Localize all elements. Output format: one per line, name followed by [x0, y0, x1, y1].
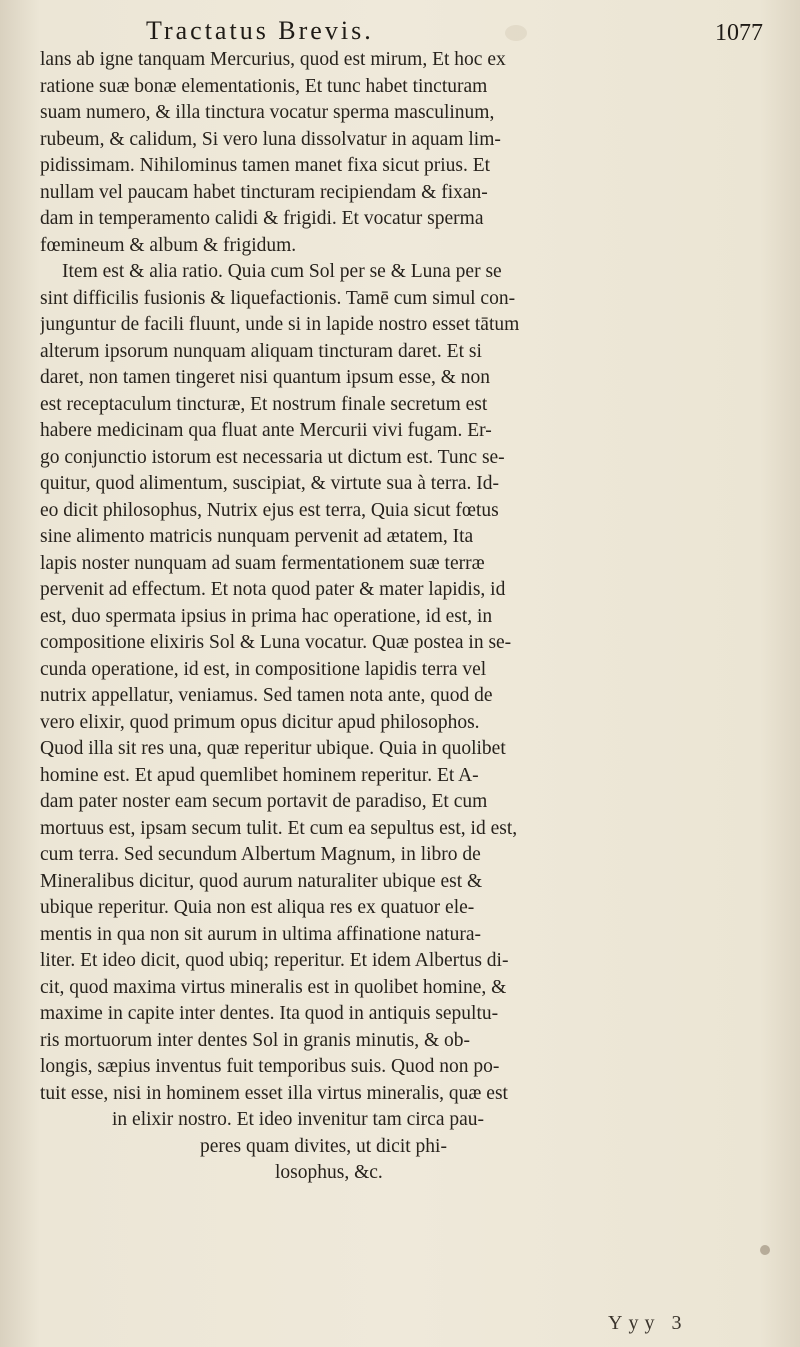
text-line: longis, sæpius inventus fuit temporibus suis. Quod non po-	[40, 1056, 500, 1077]
text-line: dam in temperamento calidi & frigidi. Et vocatur sperma	[40, 208, 484, 229]
text-line: go conjunctio istorum est necessaria ut dictum est. Tunc se-	[40, 446, 505, 468]
text-line: habere medicinam qua fluat ante Mercurii vivi fugam. Er-	[40, 420, 492, 441]
text-line: lapis noster nunquam ad suam fermentationem suæ terræ	[40, 552, 485, 574]
text-line: compositione elixiris Sol & Luna vocatur. Quæ postea in se-	[40, 632, 512, 653]
signature-mark: Yyy 3	[608, 1312, 688, 1334]
text-line: maxime in capite inter dentes. Ita quod in antiquis sepultu-	[40, 1003, 499, 1024]
text-line: sine alimento matricis nunquam pervenit ad ætatem, Ita	[40, 526, 474, 547]
text-line: est receptaculum tincturæ, Et nostrum finale secretum est	[40, 393, 488, 415]
text-line: ratione suæ bonæ elementationis, Et tunc habet tincturam	[40, 75, 488, 97]
text-line: losophus, &c.	[275, 1162, 383, 1183]
text-line: rubeum, & calidum, Si vero luna dissolvatur in aquam lim-	[40, 128, 501, 150]
text-line: cunda operatione, id est, in compositione lapidis terra vel	[40, 658, 487, 680]
text-line: Quod illa sit res una, quæ reperitur ubique. Quia in quolibet	[40, 738, 506, 759]
text-line: quitur, quod alimentum, suscipiat, & virtute sua à terra. Id-	[40, 473, 499, 494]
text-line: junguntur de facili fluunt, unde si in lapide nostro esset tātum	[40, 314, 520, 335]
text-line: mortuus est, ipsam secum tulit. Et cum ea sepultus est, id est,	[40, 817, 518, 839]
page-number: 1077	[715, 20, 763, 46]
text-line: alterum ipsorum nunquam aliquam tincturam daret. Et si	[40, 340, 482, 362]
text-line: cit, quod maxima virtus mineralis est in quolibet homine, &	[40, 976, 507, 998]
text-line: eo dicit philosophus, Nutrix ejus est terra, Quia sicut fœtus	[40, 499, 499, 521]
text-line: tuit esse, nisi in hominem esset illa virtus mineralis, quæ est	[40, 1082, 508, 1104]
text-line: sint difficilis fusionis & liquefactionis. Tamē cum simul con-	[40, 287, 516, 309]
text-line: in elixir nostro. Et ideo invenitur tam circa pau-	[112, 1109, 485, 1130]
text-line: daret, non tamen tingeret nisi quantum ipsum esse, & non	[40, 367, 491, 388]
body-text	[40, 47, 782, 1187]
text-line: pervenit ad effectum. Et nota quod pater & mater lapidis, id	[40, 579, 506, 600]
text-line: Mineralibus dicitur, quod aurum naturaliter ubique est &	[40, 870, 483, 892]
text-line: ubique reperitur. Quia non est aliqua res ex quatuor ele-	[40, 897, 475, 918]
text-line: vero elixir, quod primum opus dicitur apud philosophos.	[40, 711, 480, 733]
running-title: Tractatus Brevis.	[146, 16, 374, 45]
text-line: nutrix appellatur, veniamus. Sed tamen nota ante, quod de	[40, 685, 493, 706]
text-line: fœmineum & album & frigidum.	[40, 234, 297, 256]
text-line: cum terra. Sed secundum Albertum Magnum, in libro de	[40, 844, 481, 865]
text-line: ris mortuorum inter dentes Sol in granis minutis, & ob-	[40, 1029, 471, 1051]
text-line: nullam vel paucam habet tincturam recipiendam & fixan-	[40, 181, 488, 203]
text-line: Item est & alia ratio. Quia cum Sol per se & Luna per se	[62, 261, 502, 282]
paper-stain	[760, 1245, 770, 1255]
text-line: est, duo spermata ipsius in prima hac operatione, id est, in	[40, 605, 493, 627]
text-line: liter. Et ideo dicit, quod ubiq; reperitur. Et idem Albertus di-	[40, 950, 509, 971]
text-line: mentis in qua non sit aurum in ultima affinatione natura-	[40, 923, 481, 945]
text-line: suam numero, & illa tinctura vocatur sperma masculinum,	[40, 102, 495, 123]
running-head	[0, 14, 800, 50]
text-line: peres quam divites, ut dicit phi-	[200, 1135, 447, 1157]
text-line: dam pater noster eam secum portavit de paradiso, Et cum	[40, 791, 488, 812]
text-line: homine est. Et apud quemlibet hominem reperitur. Et A-	[40, 764, 479, 786]
text-line: lans ab igne tanquam Mercurius, quod est mirum, Et hoc ex	[40, 49, 506, 70]
text-line: pidissimam. Nihilominus tamen manet fixa sicut prius. Et	[40, 155, 491, 176]
